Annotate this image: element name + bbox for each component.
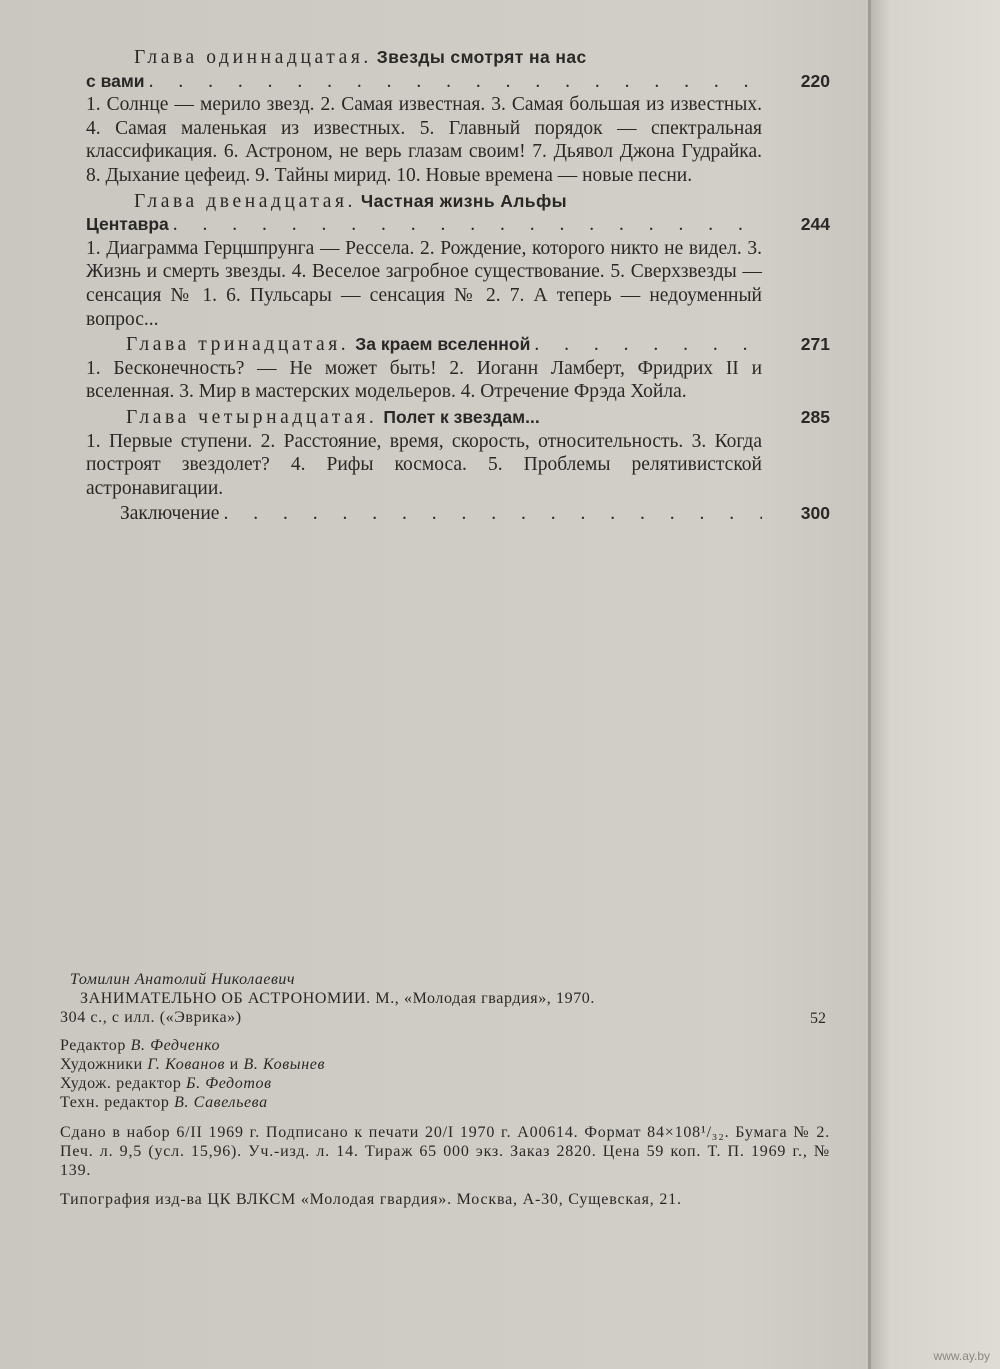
author-name: Томилин Анатолий Николаевич (70, 971, 296, 988)
watermark: www.ay.by (933, 1349, 990, 1363)
chapter-heading (86, 333, 830, 357)
book-title: ЗАНИМАТЕЛЬНО ОБ АСТРОНОМИИ. М., «Молодая гвардия», 1970. (80, 990, 596, 1008)
toc-entry-chapter-11 (86, 46, 830, 188)
editor-credit (60, 1036, 830, 1055)
printer-info: Типография изд-ва ЦК ВЛКСМ «Молодая гвардия». Москва, А-30, Сущевская, 21. (60, 1191, 682, 1209)
chapter-title: Звезды смотрят на нас (376, 47, 587, 67)
chapter-title-cont: с вами (86, 70, 145, 91)
table-of-contents (86, 46, 830, 528)
toc-entry-chapter-12 (86, 190, 830, 332)
page-number: 285 (800, 406, 830, 427)
credit-name: Г. Кованов (147, 1056, 226, 1074)
chapter-label: Глава тринадцатая. (126, 334, 350, 356)
credits (60, 1036, 830, 1113)
conclusion-label: Заключение (120, 503, 220, 525)
chapter-topics: 1. Первые ступени. 2. Расстояние, время, скорость, относительность. 3. Когда построят звездолет? 4. Рифы космоса. 5. Проблемы релятивистской астронавигации. (86, 430, 762, 499)
toc-entry-conclusion (86, 502, 830, 526)
chapter-label: Глава четырнадцатая. (126, 406, 378, 428)
chapter-leader-line (86, 213, 830, 237)
page-number: 300 (800, 503, 830, 524)
chapter-heading (86, 46, 830, 70)
chapter-heading (86, 406, 830, 430)
chapter-topics: 1. Солнце — мерило звезд. 2. Самая известная. 3. Самая большая из известных. 4. Самая маленькая из известных. 5. Главный порядок — спектральная классификация. 6. Астроном, не верь глазам своим! 7. Дьявол Джона Гудрайка. 8. Дыхание цефеид. 9. Тайны мирид. 10. Новые времена — новые песни. (86, 94, 762, 186)
chapter-title: За краем вселенной (355, 334, 531, 355)
chapter-topics: 1. Бесконечность? — Не может быть! 2. Иоганн Ламберт, Фридрих II и вселенная. 3. Мир в мастерских модельеров. 4. Отречение Фрэда Хойла. (86, 357, 762, 403)
credit-label: Редактор (60, 1036, 126, 1054)
credit-label: Худож. редактор (60, 1075, 182, 1093)
credit-name: Б. Федотов (186, 1075, 272, 1093)
tech-editor-credit (60, 1093, 830, 1112)
artists-credit (60, 1055, 830, 1074)
dot-leader (173, 213, 762, 237)
conclusion-line (86, 502, 830, 526)
dot-leader (223, 502, 762, 526)
dot-leader (534, 333, 762, 357)
chapter-label: Глава двенадцатая. (134, 190, 356, 212)
toc-entry-chapter-13 (86, 333, 830, 404)
page-number: 271 (800, 334, 830, 355)
credit-name: В. Савельева (174, 1094, 268, 1112)
toc-entry-chapter-14 (86, 406, 830, 500)
chapter-leader-line (86, 70, 830, 94)
chapter-topics: 1. Диаграмма Герцшпрунга — Рессела. 2. Рождение, которого никто не видел. 3. Жизнь и смерть звезды. 4. Веселое загробное существование. 5. Сверхзвезды — сенсация № 1. 6. Пульсары — сенсация № 2. 7. А теперь — недоуменный вопрос... (86, 237, 762, 330)
chapter-label: Глава одиннадцатая. (134, 47, 372, 68)
page-number: 220 (800, 70, 830, 91)
credit-name: В. Ковынев (243, 1056, 326, 1074)
art-editor-credit (60, 1074, 830, 1093)
book-title-line (60, 989, 830, 1008)
dot-leader (149, 70, 762, 94)
chapter-heading (86, 190, 830, 214)
conjunction: и (229, 1056, 239, 1074)
chapter-title: Полет к звездам... (383, 406, 540, 427)
chapter-title: Частная жизнь Альфы (360, 190, 568, 211)
credit-label: Техн. редактор (60, 1094, 170, 1112)
pages-line: 304 с., с илл. («Эврика») (60, 1009, 242, 1027)
adjacent-page (871, 0, 1000, 1369)
colophon (60, 970, 830, 1209)
print-data: Сдано в набор 6/II 1969 г. Подписано к печати 20/I 1970 г. А00614. Формат 84×108¹/₃₂. Бумага № 2. Печ. л. 9,5 (усл. 15,96). Уч.-изд. л. 14. Тираж 65 000 экз. Заказ 2820. Цена 59 коп. Т. П. 1969 г., № 139. (60, 1123, 830, 1180)
credit-name: В. Федченко (130, 1036, 221, 1054)
page-number: 244 (800, 214, 830, 235)
credit-label: Художники (60, 1056, 143, 1074)
classification-code: 52 (810, 1009, 826, 1027)
chapter-title-cont: Центавра (86, 214, 169, 235)
